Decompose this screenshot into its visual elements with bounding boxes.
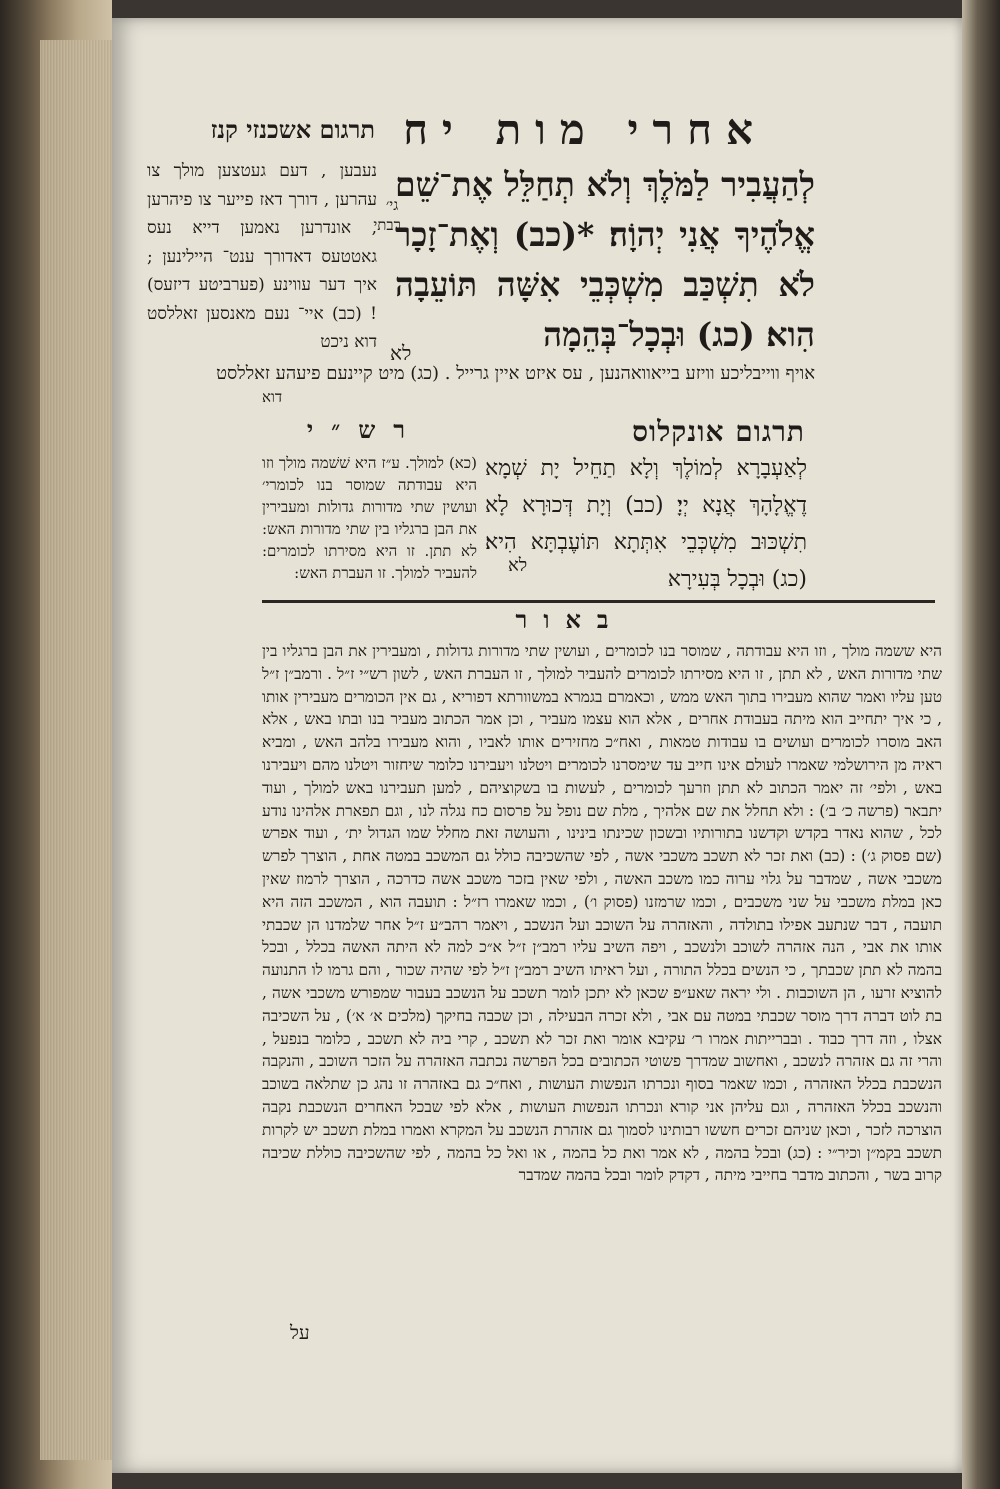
page-stack-edges [40, 40, 115, 1460]
rashi-title: רש״י [306, 415, 424, 444]
torah-verse-text: לְהַעֲבִיר לַמֹּלֶךְ וְלֹא תְחַלֵּל אֶת־שֵׁם אֱלֹהֶיךָ אֲנִי יְהוָֹה׃ *(כב) וְאֶת־זָכָר לֹא תִשְׁכַּב מִשְׁכְּבֵי אִשָּׁה תּוֹעֵבָה הִוא׃ (כג) וּבְכָל־בְּהֵמָה [395, 165, 815, 354]
onkelos-title: תרגום אונקלוס [632, 415, 805, 448]
onkelos-catchword: לא [508, 555, 528, 576]
yiddish-translation-text: נעבען , דעם געטצען מולך צו עהרען , דורך דאז פייער צו פיהרען , אונדרען נאמען דייא נעס גאטטעס דאדורך ענט־ היילינען ; איך דער עווינע (פערביטע דיזעס) ! (כב) איי־ נעם מאנסען זאללסט דוא ניכט [147, 161, 377, 352]
biur-title: באור [515, 605, 625, 634]
onkelos-text: לְאַעְבָרָא לְמוֹלֶךְ וְלָא תַחֵיל יָת שְׁמָא דֶאֱלָהָךְ אֲנָא יְיָ׃ (כב) וְיָת דְּכוּרָא לָא תִשְׁכּוּב מִשְׁכְּבֵי אִתְּתָא תּוֹעֶבְתָּא הִיא׃ (כג) וּבְכָל בְּעִירָא [485, 456, 807, 592]
yiddish-translation-full-line: אויף ווייבליכע וויזע בייאוואהנען , עס איזט איין גרייל . (כג) מיט קיינעם פיעהע זאללסט [216, 363, 815, 384]
running-header-title: אחרי מות יח [403, 105, 767, 154]
verse-catchword: לא [390, 341, 412, 365]
rashi-commentary-text: (כא) למולך. ע״ז היא שׁשׁמה מולך וזו היא עבודתה שמוסר בנו לכומרי׳ ועושין שתי מדורות גדולות ומעבירין את הבן ברגליו בין שתי מדורות האש: לא תתן. זו היא מסירתו לכומרים: להעביר למולך. זו העברת האש: [262, 454, 477, 582]
verse-margin-note: גי׳ רבתי [373, 196, 401, 234]
yiddish-catchword: דוא [262, 388, 283, 406]
targum-header-title: תרגום אשכנזי קנז [210, 115, 375, 144]
biur-catchword: על [290, 1322, 310, 1344]
biur-commentary-text: היא ששמה מולך , וזו היא עבודתה , שמוסר בנו לכומרים , ועושין שתי מדורות גדולות , ומעבירין את הבן ברגליו בין שתי מדורות האש , לא תתן , זו היא מסירתו לכומרים להעביר למולך , זו העברת האש , לשון רש״י ז״ל . ורמב״ן ז״ל טען עליו ואמר שהוא מעבירו בתוך האש ממש , וכאמרם בגמרא במשוורתא דפוריא , גם אין הכומרים מעבירין אותו , כי איך יתחייב הוא מיתה בעבודת אחרים , אלא הוא עצמו מעביר , וכן אמר הכתוב מעביר בנו ובתו באש , אלא האב מוסרו לכומרים ועושים בו עבודות טמאות , ואח״כ מחזירים אותו לאביו , והוא מעבירו בלהב האש , ומביא ראיה מן הירושלמי שאמרו לעולם אינו חייב עד שימסרנו לכומרים ויטלנו ויעבירנו כלומר שיחזור ויטלנו מהם ויעבירנו באש , ולפי׳ זה יאמר הכתוב לא תתן וזרעך לכומרים , לעשות בו בשקוציהם , למען תעבירנו באש למולך , ועוד יתבאר (פרשה כ׳ ב׳) : ולא תחלל את שם אלהיך , מלת שם נופל על פרסום כח נגלה לנו , וגם תפארת אלהינו נודע לכל , שהוא נאדר בקדש וקדשנו בתורותיו ובשכון שכינתו בינינו , והעושה זאת מחלל שמו הגדול ית׳ , ועוד אפרש (שם פסוק ג׳) : (כב) ואת זכר לא תשכב משכבי אשה , לפי שהשכיבה כולל גם המשכב במטה אחת , הוצרך לפרש משכבי אשה , שמדבר על גלוי ערוה כמו משכב האשה , ולפי שאין בזכר משכב אשה כדרכה , הוצרך לרמוז שאין כאן במלת משכבי על שני משכבים , וכמו שרמזנו (פסוק ו׳) , וכמו שאמרו רז״ל : תועבה הוא , המשכב הזה היא תועבה , דבר שנתעב אפילו בתולדה , והאזהרה על השוכב ועל הנשכב , ויאמר רהב״ע ז״ל אחר שלמדנו הן שכבתי אותו את אבי , הנה אזהרה לשוכב ולנשכב , ויפה השיב עליו רמב״ן ז״ל א״כ למה לא היתה האשה בכלל , ובכל בהמה לא תתן שכבתך , כי הנשים בכלל התורה , ועל ראיתו השיב רמב״ן ז״ל לפי שהיה שכור , והם גרמו לו התנועה להוציא זרעו , הן השוכבות . ולי יראה שאע״פ שכאן לא יתכן לומר תשכב על הנשכב בעבור שמפורש משכבי אשה , בת לוט דברה דרך מוסר שכבתי במטה עם אבי , ולא זכרה הבעילה , וכן שכבה בחיקך (מלכים א׳ א׳) , על השכיבה אצלו , וזה דרך כבוד . ובברייתות אמרו ר׳ עקיבא אומר ואת זכר לא תשכב , קרי ביה לא תשכב , כלומר בנפעל , והרי זה גם אזהרה לנשכב , ואחשוב שמדרך פשוטי הכתובים בכל הפרשה נכתבה האזהרה על הזכר השוכב , והנקבה הנשכבת בכלל האזהרה , וכמו שאמר בסוף ונכרתו הנפשות העושות , ואח״כ גם באזהרה זו נהג כן שתלאה בשוכב והנשכב בכלל האזהרה , וגם עליהן אני קורא ונכרתו הנפשות העושות , אלא לפי שבכל האחרים הנשכבת נקבה הוצרכה לזכר , וכאן שניהם זכרים חששו רבותינו לסמוך גם אזהרת הנשכב על המקרא ואמרו במלת תשכב יש לקרות תשכב בקמ״ן וכיר״י : (כג) ובכל בהמה , לא אמר ואת כל בהמה , או ואל כל בהמה , לפי שהשכיבה כוללת שכיבה קרוב בשר , והכתוב מדבר בחייבי מיתה , דקדק לומר ובכל בהמה שמדבר [262, 642, 942, 1185]
section-divider-rule [262, 600, 935, 603]
book-right-edge [962, 0, 1000, 1489]
